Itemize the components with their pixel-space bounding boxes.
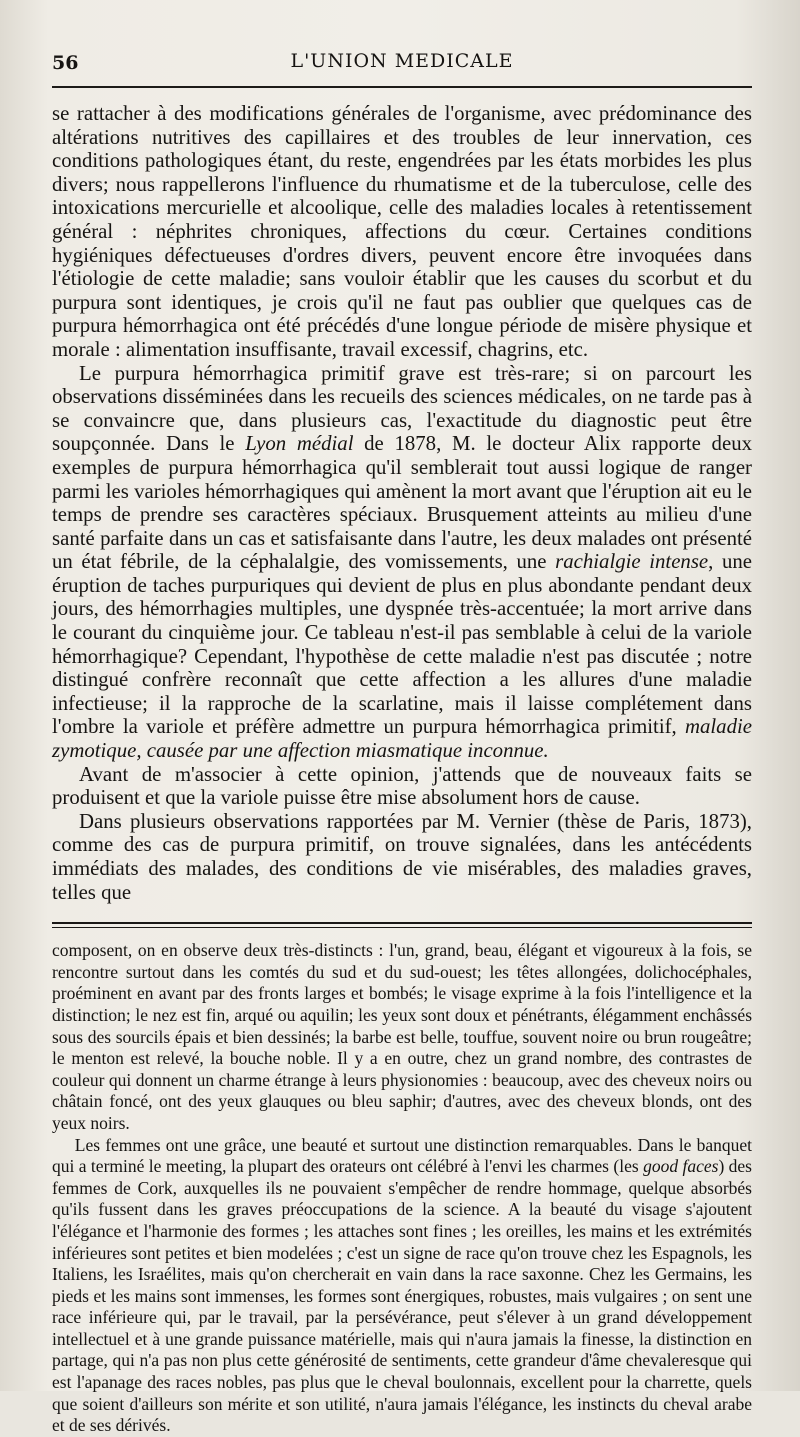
- header-rule: [52, 86, 752, 88]
- maladie-zymotique-italic: maladie zymotique, causée par une affection miasmatique inconnue.: [52, 715, 752, 763]
- running-head: L'UNION MEDICALE: [290, 50, 514, 72]
- good-faces-italic: good faces: [643, 1156, 719, 1177]
- footnote-text-c: ) des femmes de Cork, auxquelles ils ne pouvaient s'empêcher de rendre hommage, quelque absorbés qu'ils fussent dans les graves préoccupations de la science. A la beauté du visage s'ajoutent l'élégance et l'harmonie des formes ; les attaches sont fines ; les oreilles, les mains et les extrémités inférieures sont petites et bien modelées ; c'est un signe de race qu'on trouve chez les Espagnols, les Italiens, les Israélites, mais qu'on chercherait en vain dans la race saxonne. Chez les Germains, les pieds et les mains sont immenses, les formes sont énergiques, robustes, mais vulgaires ; on sent une race inférieure qui, par le travail, par la persévérance, peut s'élever à un grand développement intellectuel et à une grande puissance matérielle, mais qui n'aura jamais la finesse, la distinction en partage, qui n'a pas non plus cette générosité de sentiments, cette grandeur d'âme chevaleresque qui est l'apanage des races nobles, pas plus que le cheval boulonnais, excellent pour la charrette, quels que soient d'ailleurs son mérite et son utilité, n'aura jamais l'élégance, les instincts du cheval arabe et de ses dérivés.: [52, 1156, 752, 1436]
- main-text: [52, 102, 752, 904]
- page-header: [52, 40, 752, 82]
- paragraph-2-text-c: de 1878, M. le docteur Alix rapporte deux exemples de purpura hémorrhagica qu'il semblerait tout aussi logique de ranger parmi les varioles hémorrhagiques qui amènent la mort avant que l'éruption ait eu le temps de prendre ses caractères spéciaux. Brusquement atteints au milieu d'une santé parfaite dans un cas et satisfaisante dans l'autre, les deux malades ont présenté un état fébrile, de la céphalalgie, des vomissements, une: [52, 432, 752, 574]
- paragraph-4: Dans plusieurs observations rapportées par M. Vernier (thèse de Paris, 1873), comme des cas de purpura primitif, on trouve signalées, dans les antécédents immédiats des malades, des conditions de vie misérables, des maladies graves, telles que: [52, 809, 752, 904]
- footnote-paragraph-2: [52, 1135, 752, 1437]
- footnote-separator: [52, 922, 752, 928]
- footnote-paragraph-1: composent, on en observe deux très-distincts : l'un, grand, beau, élégant et vigoureux à la fois, se rencontre surtout dans les comtés du sud et du sud-ouest; les têtes allongées, dolichocéphales, proéminent en avant par des fronts larges et bombés; le visage exprime à la fois l'intelligence et la distinction; le nez est fin, arqué ou aquilin; les yeux sont doux et pénétrants, élégamment enchâssés sous des sourcils épais et bien dessinés; la barbe est belle, touffue, souvent noire ou brun rougeâtre; le menton est relevé, la bouche noble. Il y a en outre, chez un grand nombre, des contrastes de couleur qui donnent un charme étrange à leurs physionomies : beaucoup, avec des cheveux noirs ou châtain foncé, ont des yeux glauques ou bleu saphir; d'autres, avec des cheveux blonds, ont des yeux noirs.: [52, 940, 752, 1133]
- footnote-text-a: Les femmes ont une grâce, une beauté et surtout une distinction remarquables. Dans le banquet qui a terminé le meeting, la plupart des orateurs ont célébré à l'envi les charmes (les: [52, 1134, 752, 1177]
- paragraph-2-text-e: , une éruption de taches purpuriques qui devient de plus en plus abondante pendant deux jours, des hémorrhagies multiples, une dyspnée très-accentuée; la mort arrive dans le courant du cinquième jour. Ce tableau n'est-il pas semblable à celui de la variole hémorrhagique? Cependant, l'hypothèse de cette maladie n'est pas discutée ; notre distingué confrère reconnaît que cette affection a les allures d'une maladie infectieuse; il la rapproche de la scarlatine, mais il laisse complétement dans l'ombre la variole et préfère admettre un purpura hémorrhagica primitif,: [52, 550, 752, 739]
- footnote-text: [52, 940, 752, 1437]
- paragraph-2-text-a: Le purpura hémorrhagica primitif grave est très-rare; si on parcourt les observations disséminées dans les recueils des sciences médicales, on ne tarde pas à se convaincre que, dans plusieurs cas, l'exactitude du diagnostic peut être soupçonnée. Dans le: [52, 361, 752, 456]
- paragraph-1: se rattacher à des modifications générales de l'organisme, avec prédominance des altérations nutritives des capillaires et des troubles de leur innervation, ces conditions pathologiques étant, du reste, engendrées par les états morbides les plus divers; nous rappellerons l'influence du rhumatisme et de la tuberculose, celle des intoxications mercurielle et alcoolique, celle des maladies locales à retentissement général : néphrites chroniques, affections du cœur. Certaines conditions hygiéniques défectueuses d'ordres divers, peuvent encore être invoquées dans l'étiologie de cette maladie; sans vouloir établir que les causes du scorbut et du purpura sont identiques, je crois qu'il ne faut pas oublier que quelques cas de purpura hémorrhagica ont été précédés d'une longue période de misère physique et morale : alimentation insuffisante, travail excessif, chagrins, etc.: [52, 102, 752, 361]
- page-number: 56: [52, 52, 79, 74]
- paragraph-2: [52, 362, 752, 763]
- journal-title-italic: Lyon médial: [245, 432, 354, 456]
- rachialgie-italic: rachialgie intense: [555, 550, 709, 574]
- paragraph-3: Avant de m'associer à cette opinion, j'attends que de nouveaux faits se produisent et que la variole puisse être mise absolument hors de cause.: [52, 762, 752, 810]
